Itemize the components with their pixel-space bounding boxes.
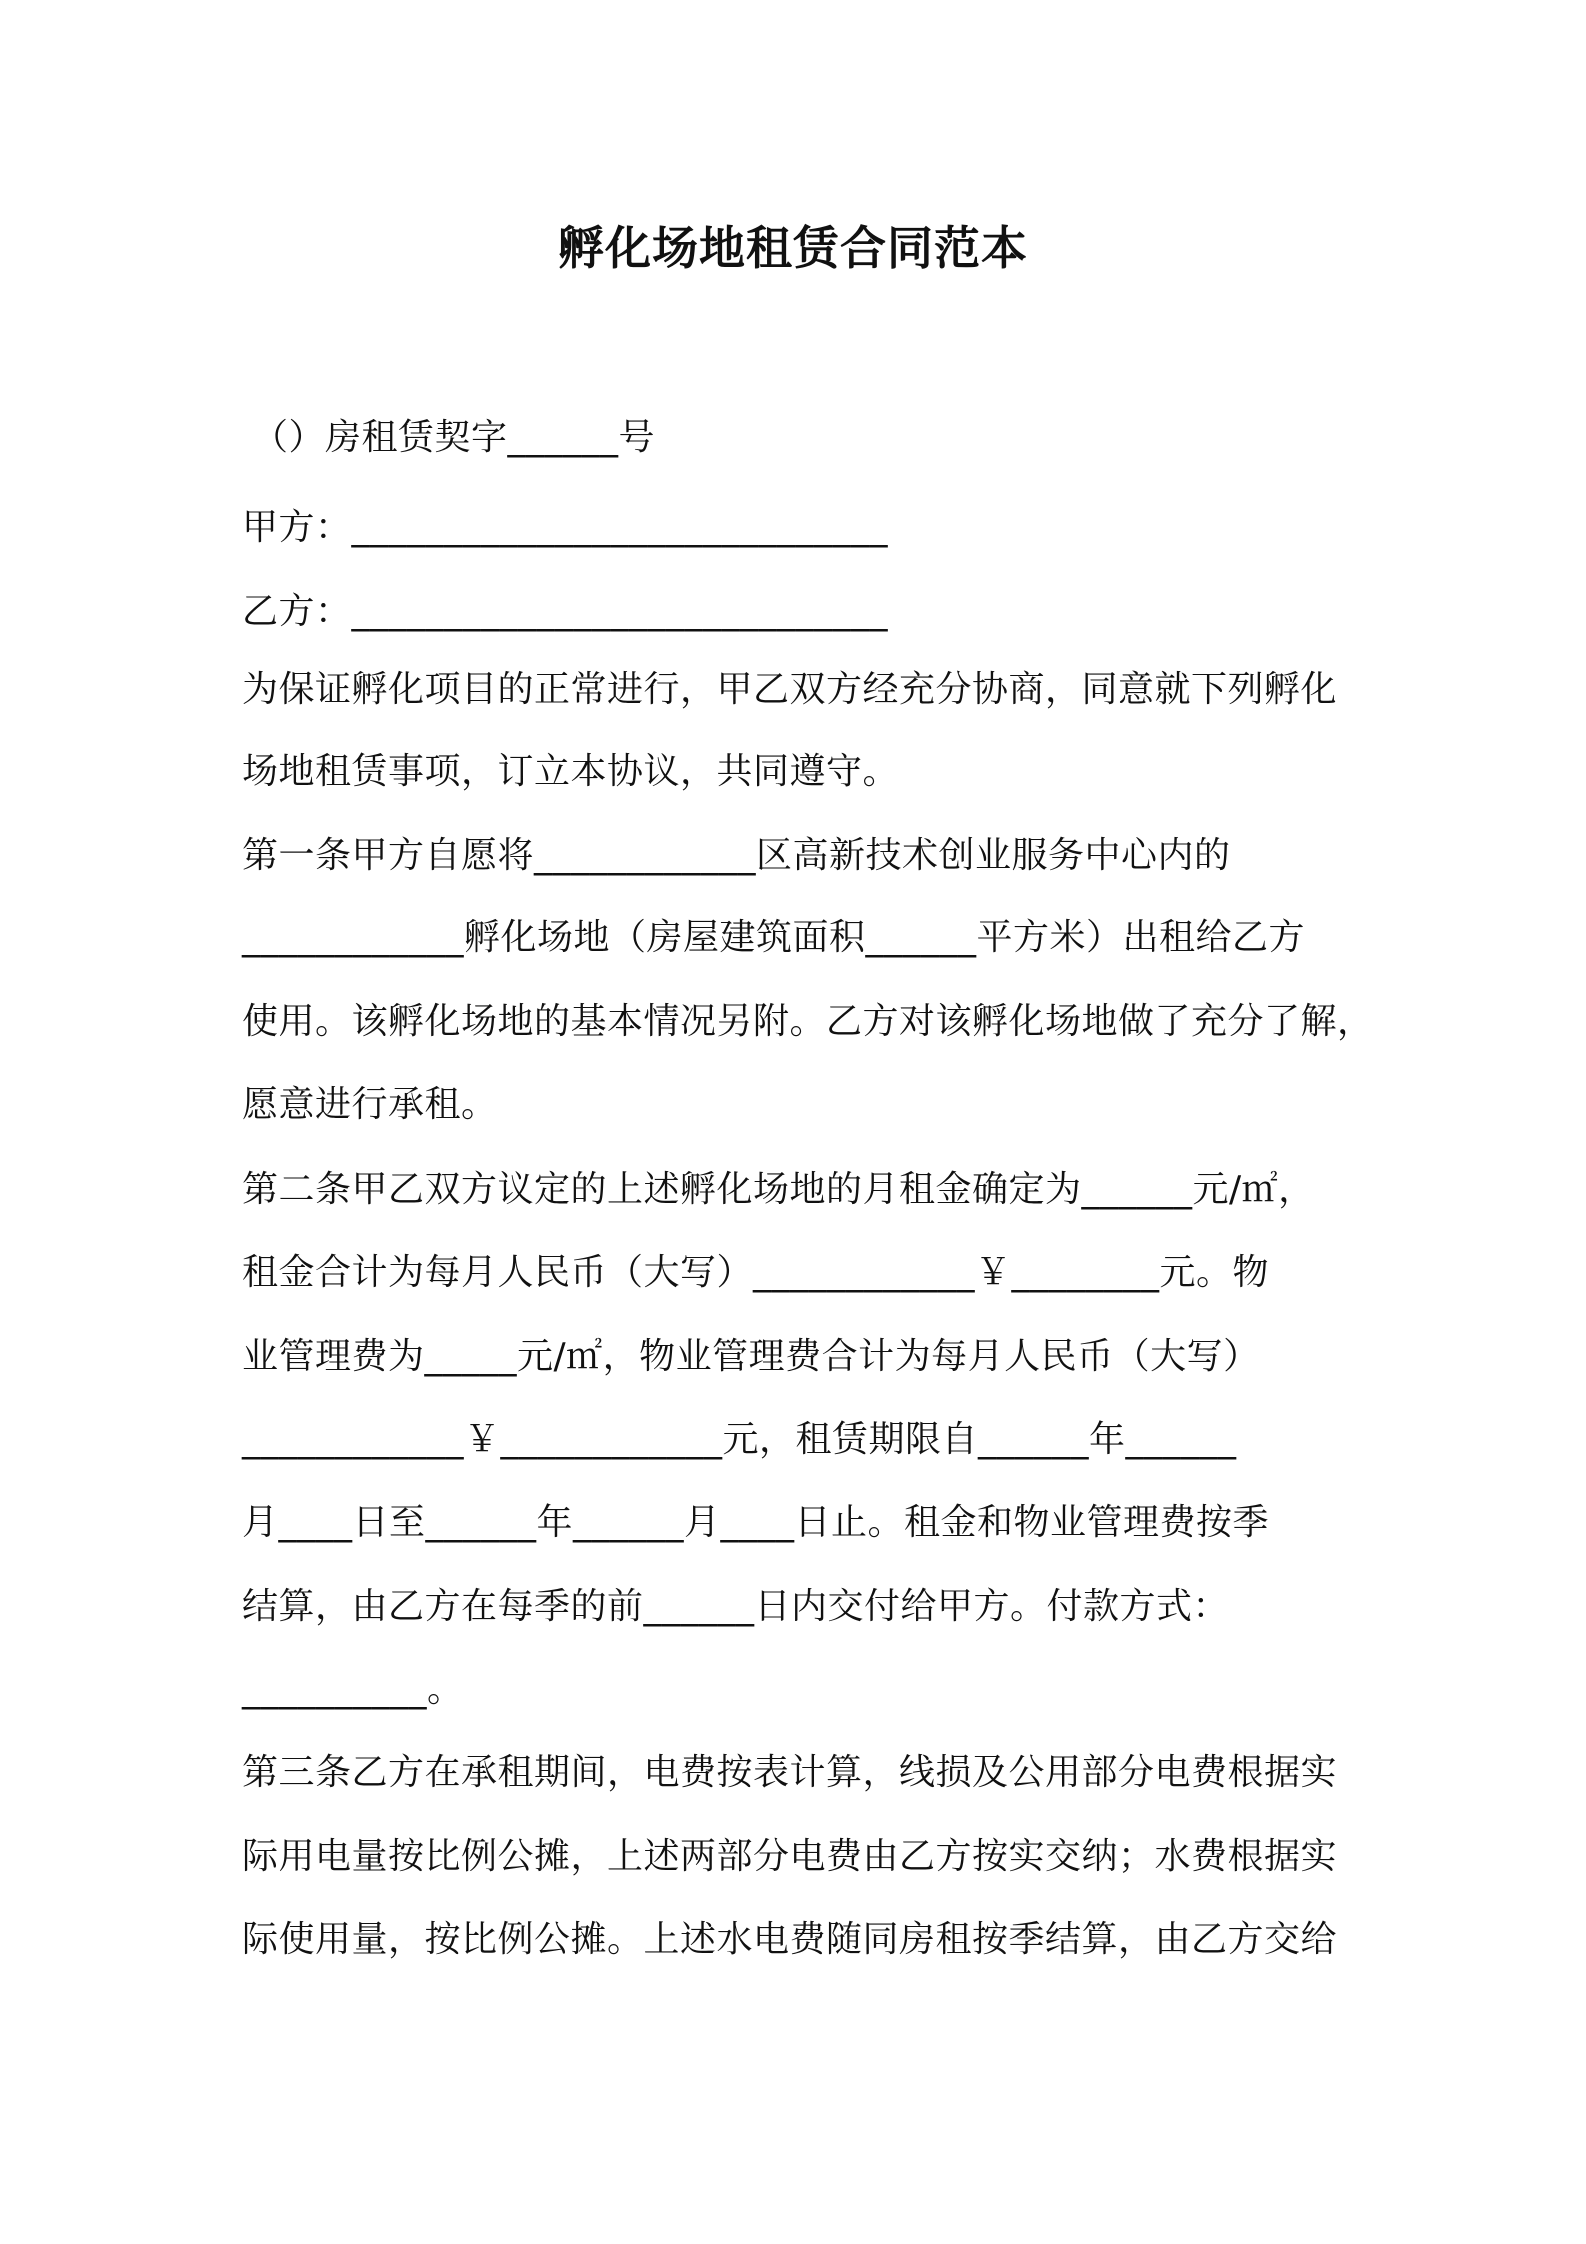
article-2-line-4: ____________￥____________元，租赁期限自______年______ <box>242 1419 1237 1460</box>
document-title: 孵化场地租赁合同范本 <box>558 221 1028 275</box>
article-2-line-7: __________。 <box>242 1669 464 1710</box>
article-1-line-2: ____________孵化场地（房屋建筑面积______平方米）出租给乙方 <box>242 917 1306 958</box>
article-2-line-3: 业管理费为_____元/㎡，物业管理费合计为每月人民币（大写） <box>242 1336 1260 1377</box>
article-2-line-2: 租金合计为每月人民币（大写）____________￥________元。物 <box>242 1252 1270 1293</box>
party-a-line: 甲方：_____________________________ <box>242 507 889 548</box>
article-2-line-6: 结算，由乙方在每季的前______日内交付给甲方。付款方式： <box>242 1586 1230 1627</box>
article-1-line-4: 愿意进行承租。 <box>242 1084 498 1125</box>
article-2-line-1: 第二条甲乙双方议定的上述孵化场地的月租金确定为______元/㎡， <box>242 1169 1315 1210</box>
intro-line-2: 场地租赁事项，订立本协议，共同遵守。 <box>242 751 900 792</box>
article-3-line-1: 第三条乙方在承租期间，电费按表计算，线损及公用部分电费根据实 <box>242 1752 1338 1793</box>
contract-number-line: （）房租赁契字______号 <box>252 417 656 458</box>
party-b-line: 乙方：_____________________________ <box>242 591 889 632</box>
article-3-line-3: 际使用量，按比例公摊。上述水电费随同房租按季结算，由乙方交给 <box>242 1919 1338 1960</box>
article-3-line-2: 际用电量按比例公摊，上述两部分电费由乙方按实交纳；水费根据实 <box>242 1836 1338 1877</box>
article-1-line-3: 使用。该孵化场地的基本情况另附。乙方对该孵化场地做了充分了解， <box>242 1001 1374 1042</box>
intro-line-1: 为保证孵化项目的正常进行，甲乙双方经充分协商，同意就下列孵化 <box>242 669 1338 710</box>
article-2-line-5: 月____日至______年______月____日止。租金和物业管理费按季 <box>242 1502 1270 1543</box>
article-1-line-1: 第一条甲方自愿将____________区高新技术创业服务中心内的 <box>242 835 1231 876</box>
